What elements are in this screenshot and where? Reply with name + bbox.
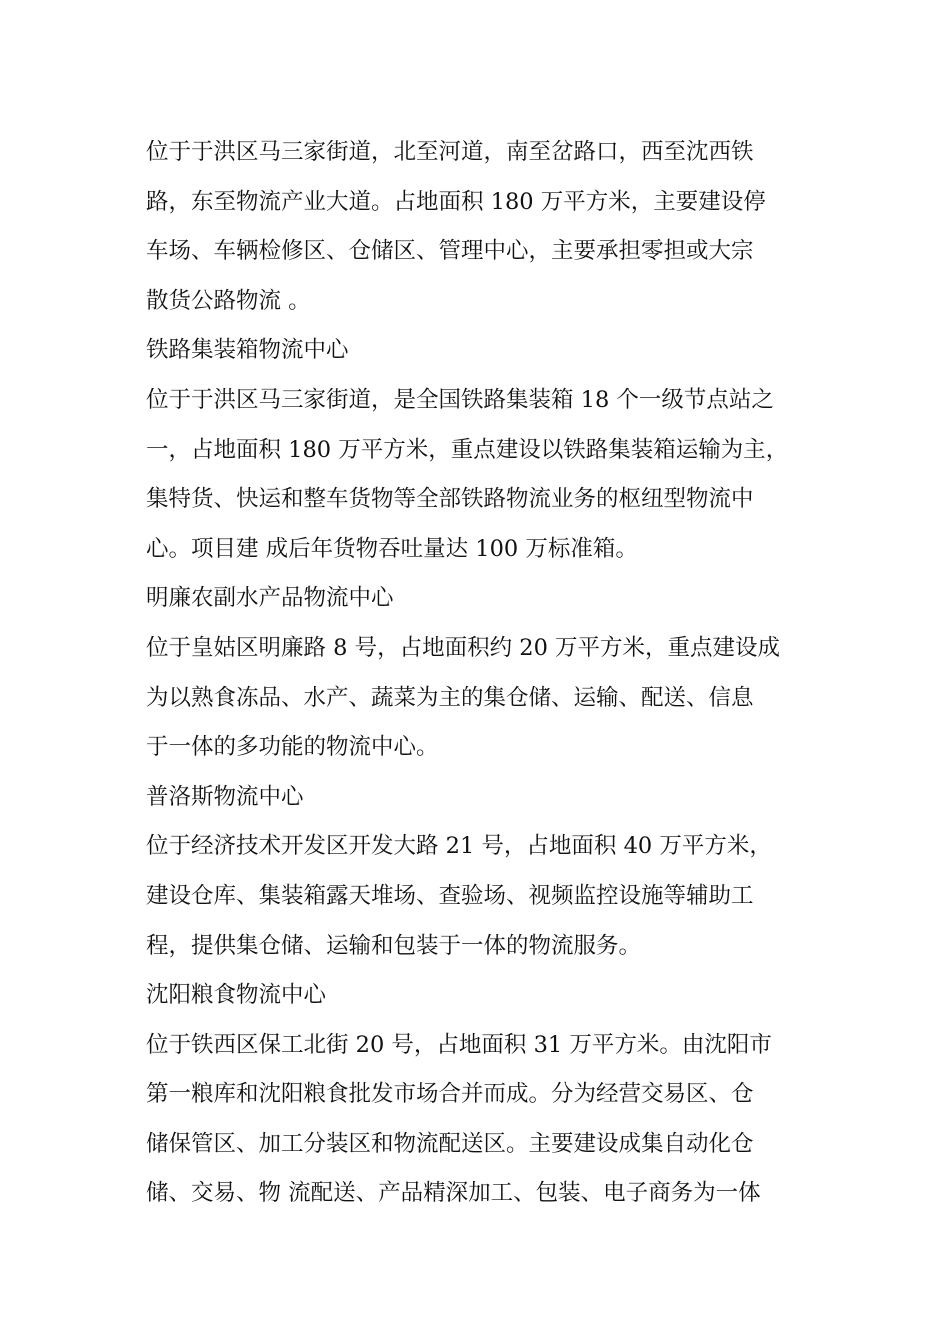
paragraph-line: 位于铁西区保工北街 20 号，占地面积 31 万平方米。由沈阳市 xyxy=(146,1031,772,1058)
paragraph-line: 心。项目建 成后年货物吞吐量达 100 万标准箱。 xyxy=(146,535,638,562)
paragraph-line: 储保管区、加工分装区和物流配送区。主要建设成集自动化仓 xyxy=(146,1130,754,1157)
section-heading: 沈阳粮食物流中心 xyxy=(146,982,327,1009)
paragraph-line: 车场、车辆检修区、仓储区、管理中心，主要承担零担或大宗 xyxy=(146,238,754,265)
paragraph-line: 位于于洪区马三家街道，北至河道，南至岔路口，西至沈西铁 xyxy=(146,139,754,165)
paragraph-line: 位于于洪区马三家街道，是全国铁路集装箱 18 个一级节点站之 xyxy=(146,386,774,413)
paragraph-line: 位于经济技术开发区开发大路 21 号，占地面积 40 万平方米， xyxy=(146,833,772,860)
paragraph-line: 于一体的多功能的物流中心。 xyxy=(146,734,439,761)
paragraph-line: 一，占地面积 180 万平方米，重点建设以铁路集装箱运输为主， xyxy=(146,436,789,463)
section-heading: 普洛斯物流中心 xyxy=(146,783,304,810)
paragraph-line: 建设仓库、集装箱露天堆场、查验场、视频监控设施等辅助工 xyxy=(146,882,754,909)
paragraph-line: 散货公路物流 。 xyxy=(146,287,311,314)
paragraph-line: 为以熟食冻品、水产、蔬菜为主的集仓储、运输、配送、信息 xyxy=(146,684,754,711)
paragraph-line: 储、交易、物 流配送、产品精深加工、包装、电子商务为一体 xyxy=(146,1180,761,1207)
paragraph-line: 路，东至物流产业大道。占地面积 180 万平方米，主要建设停 xyxy=(146,188,766,215)
paragraph-line: 第一粮库和沈阳粮食批发市场合并而成。分为经营交易区、仓 xyxy=(146,1081,754,1108)
document-body xyxy=(146,128,826,1219)
paragraph-line: 集特货、快运和整车货物等全部铁路物流业务的枢纽型物流中 xyxy=(146,486,754,513)
paragraph-line: 位于皇姑区明廉路 8 号，占地面积约 20 万平方米，重点建设成 xyxy=(146,634,781,661)
section-heading: 铁路集装箱物流中心 xyxy=(146,337,349,364)
paragraph-line: 程，提供集仓储、运输和包装于一体的物流服务。 xyxy=(146,932,642,959)
section-heading: 明廉农副水产品物流中心 xyxy=(146,585,394,612)
